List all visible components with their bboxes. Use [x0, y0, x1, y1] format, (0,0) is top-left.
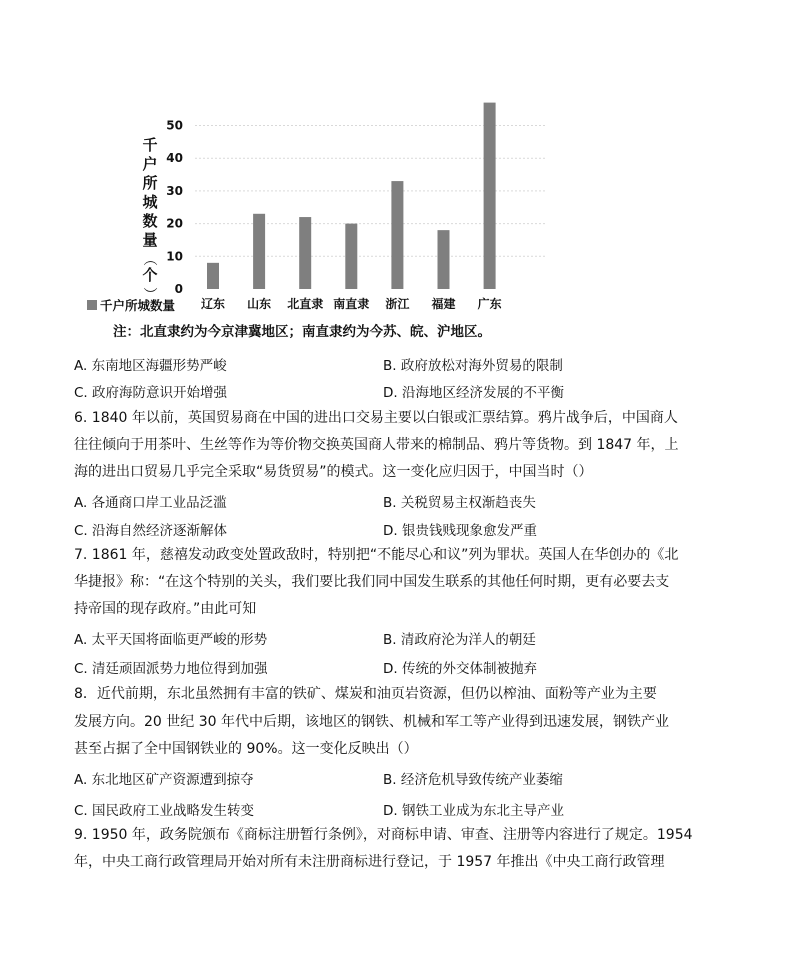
bar — [207, 263, 219, 289]
y-tick-label: 30 — [166, 183, 183, 198]
chart-note: 注：北直隶约为今京津冀地区；南直隶约为今苏、皖、沪地区。 — [113, 324, 491, 340]
y-tick-label: 20 — [166, 216, 183, 231]
q7-option-a[interactable]: A. 太平天国将面临更严峻的形势 — [74, 632, 268, 648]
bar — [345, 224, 357, 289]
y-axis-title-char: （ — [141, 252, 157, 266]
legend-label: 千户所城数量 — [100, 298, 176, 313]
y-axis-title-char: 所 — [142, 174, 158, 192]
q7-stem-line-2: 华捷报》称：“在这个特别的关头，我们要比我们同中国发生联系的其他任何时期，更有必要去支 — [74, 574, 670, 590]
q7-option-b[interactable]: B. 清政府沦为洋人的朝廷 — [383, 632, 536, 648]
y-axis-title-char: 数 — [142, 212, 158, 230]
q9-stem-line-1: 9. 1950 年，政务院颁布《商标注册暂行条例》，对商标申请、审查、注册等内容进行了规定。1954 — [74, 827, 693, 843]
y-axis-title-char: 个 — [142, 266, 158, 284]
x-tick-label: 山东 — [247, 297, 272, 311]
q8-option-d[interactable]: D. 钢铁工业成为东北主导产业 — [383, 803, 564, 819]
x-axis-labels — [201, 296, 502, 311]
q6-option-d[interactable]: D. 银贵钱贱现象愈发严重 — [383, 523, 537, 539]
legend-swatch — [87, 300, 97, 310]
q9-stem-line-2: 年，中央工商行政管理局开始对所有未注册商标进行登记，于 1957 年推出《中央工商行政管理 — [74, 854, 665, 870]
y-tick-label: 10 — [166, 249, 183, 264]
x-tick-label: 北直隶 — [287, 297, 324, 311]
x-tick-label: 广东 — [477, 297, 502, 311]
q8-stem-line-3: 甚至占据了全中国钢铁业的 90%。这一变化反映出（） — [74, 741, 418, 757]
x-tick-label: 辽东 — [200, 297, 226, 311]
y-axis-ticks — [166, 119, 183, 297]
y-tick-label: 0 — [174, 282, 183, 296]
q8-stem-line-2: 发展方向。20 世纪 30 年代中后期，该地区的钢铁、机械和军工等产业得到迅速发展，钢铁产业 — [74, 714, 669, 730]
q5-option-d[interactable]: D. 沿海地区经济发展的不平衡 — [383, 385, 564, 401]
x-tick-label: 浙江 — [385, 297, 410, 311]
bar — [438, 230, 450, 289]
y-axis-title-char: 千 — [142, 136, 158, 154]
q6-stem-line-2: 往往倾向于用茶叶、生丝等作为等价物交换英国商人带来的棉制品、鸦片等货物。到 1847 年，上 — [74, 437, 679, 453]
q8-option-b[interactable]: B. 经济危机导致传统产业萎缩 — [383, 772, 563, 788]
x-tick-label: 福建 — [431, 297, 456, 311]
q7-stem-line-3: 持帝国的现存政府。”由此可知 — [74, 601, 257, 617]
q7-option-c[interactable]: C. 清廷顽固派势力地位得到加强 — [74, 661, 268, 677]
q6-stem-line-3: 海的进出口贸易几乎完全采取“易货贸易”的模式。这一变化应归因于，中国当时（） — [74, 464, 593, 480]
q6-stem-line-1: 6. 1840 年以前，英国贸易商在中国的进出口交易主要以白银或汇票结算。鸦片战争后，中国商人 — [74, 410, 678, 426]
legend — [87, 298, 176, 313]
q5-option-c[interactable]: C. 政府海防意识开始增强 — [74, 385, 228, 401]
q8-option-c[interactable]: C. 国民政府工业战略发生转变 — [74, 803, 255, 819]
bar-chart — [0, 0, 793, 320]
y-axis-title-char: 户 — [142, 155, 158, 173]
q7-stem-line-1: 7. 1861 年，慈禧发动政变处置政敌时，特别把“不能尽心和议”列为罪状。英国人在华创办的《北 — [74, 547, 679, 563]
q8-option-a[interactable]: A. 东北地区矿产资源遭到掠夺 — [74, 772, 254, 788]
y-axis-title-char: ） — [141, 287, 157, 301]
y-tick-label: 40 — [166, 151, 183, 166]
y-tick-label: 50 — [166, 118, 183, 133]
bar — [299, 217, 311, 289]
y-axis-title-char: 城 — [142, 193, 158, 211]
x-tick-label: 南直隶 — [333, 297, 370, 311]
y-axis-title-char: 量 — [142, 231, 158, 249]
q5-option-a[interactable]: A. 东南地区海疆形势严峻 — [74, 358, 227, 374]
q5-option-b[interactable]: B. 政府放松对海外贸易的限制 — [383, 358, 563, 374]
bar — [391, 181, 403, 289]
q6-option-c[interactable]: C. 沿海自然经济逐渐解体 — [74, 523, 228, 539]
q6-option-a[interactable]: A. 各通商口岸工业品泛滥 — [74, 495, 227, 511]
y-axis-title — [141, 136, 158, 301]
bar — [484, 103, 496, 289]
q6-option-b[interactable]: B. 关税贸易主权渐趋丧失 — [383, 495, 536, 511]
bar — [253, 214, 265, 289]
bars — [207, 103, 496, 289]
q8-stem-line-1: 8．近代前期，东北虽然拥有丰富的铁矿、煤炭和油页岩资源，但仍以榨油、面粉等产业为主要 — [74, 686, 657, 702]
q7-option-d[interactable]: D. 传统的外交体制被抛弃 — [383, 661, 537, 677]
